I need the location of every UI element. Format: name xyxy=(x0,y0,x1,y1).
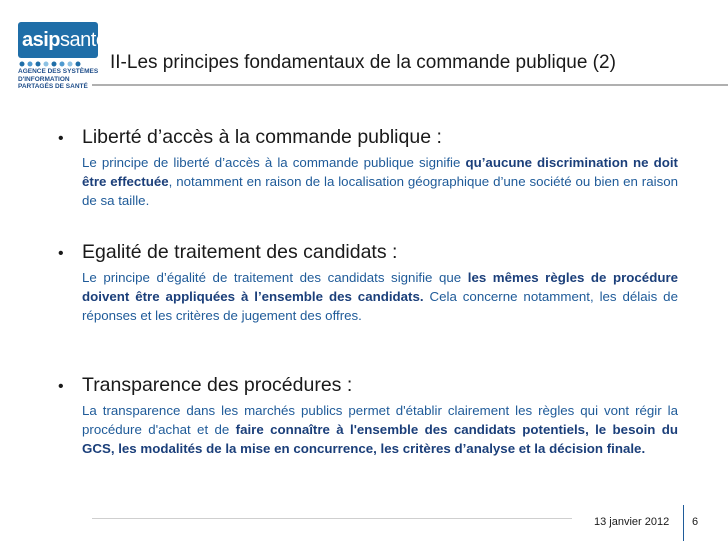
logo-dots-icon xyxy=(18,60,96,68)
logo-wordmark xyxy=(18,22,107,58)
bullet-icon: • xyxy=(58,130,64,147)
body-text: Cela concerne notamment, les délais de réponses et les critères de jugement des offres. xyxy=(82,289,678,323)
body-text-bold: les mêmes règles de procédure doivent être appliquées à l’ensemble des candidats. xyxy=(82,270,679,304)
section-heading xyxy=(58,126,678,149)
bullet-icon: • xyxy=(58,378,64,395)
section-body xyxy=(82,268,678,325)
section-body xyxy=(82,401,678,458)
logo-subtitle-line: D'INFORMATION xyxy=(18,75,70,83)
section-body xyxy=(82,153,678,210)
body-text: La transparence dans les marchés publics permet d'établir clairement les règles qui vont régir la procédure d'achat et de xyxy=(82,403,678,437)
body-text-bold: faire connaître à l'ensemble des candidats potentiels, le besoin du GCS, les modalités de la mise en concurrence, les critères d’analyse et la décision finale. xyxy=(82,422,679,456)
section-heading-text: Transparence des procédures : xyxy=(82,374,353,396)
body-text: Le principe d’égalité de traitement des candidats signifie que xyxy=(82,270,468,285)
logo-subtitle-line: PARTAGÉS DE SANTÉ xyxy=(18,83,88,90)
footer-separator xyxy=(683,505,684,541)
footer-divider xyxy=(92,518,572,519)
logo-text-bold: asip xyxy=(22,29,61,51)
logo-subtitle xyxy=(18,68,118,91)
bullet-icon: • xyxy=(58,245,64,262)
section-liberte xyxy=(58,126,678,210)
section-heading-text: Liberté d’accès à la commande publique : xyxy=(82,126,442,148)
section-heading xyxy=(58,241,678,264)
section-egalite xyxy=(58,241,678,325)
footer-date: 13 janvier 2012 xyxy=(594,516,670,528)
asip-sante-logo xyxy=(18,22,118,106)
section-transparence xyxy=(58,374,678,458)
title-divider xyxy=(92,84,728,86)
page-number: 6 xyxy=(692,516,699,528)
body-text-bold: qu’aucune discrimination ne doit être effectuée xyxy=(82,155,678,189)
body-text: , notamment en raison de la localisation géographique d’une société ou bien en raison de sa taille. xyxy=(82,174,679,208)
slide-title: II-Les principes fondamentaux de la commande publique (2) xyxy=(110,52,616,73)
section-heading-text: Egalité de traitement des candidats : xyxy=(82,241,398,263)
logo-text-light: santé xyxy=(60,29,107,51)
body-text: Le principe de liberté d’accès à la commande publique signifie xyxy=(82,155,466,170)
section-heading xyxy=(58,374,678,397)
logo-subtitle-line: AGENCE DES SYSTÈMES xyxy=(18,68,99,75)
